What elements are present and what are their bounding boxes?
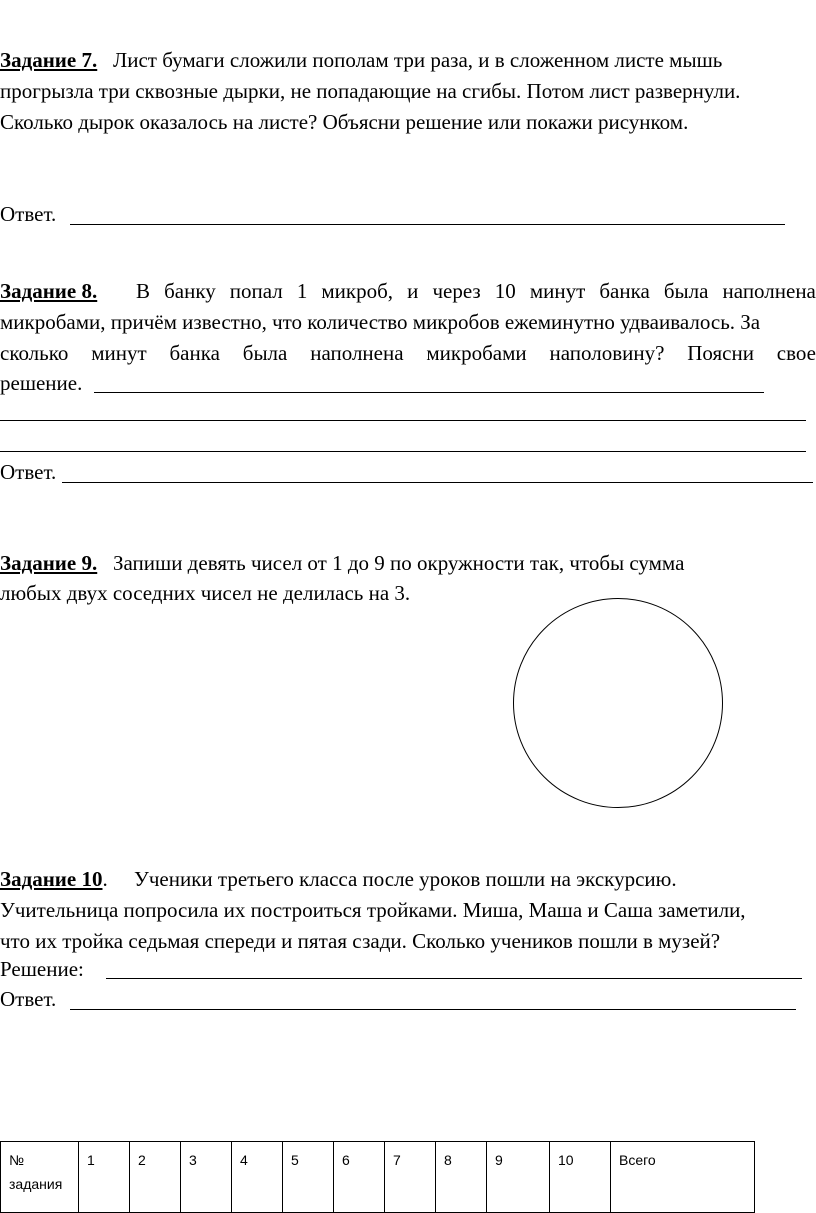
task8-line1 <box>0 278 816 304</box>
task7-label: Задание 7. <box>0 48 98 72</box>
task8-answer-label: Ответ. <box>0 460 57 484</box>
table-row <box>1 1142 755 1213</box>
task9-line1 <box>0 550 684 576</box>
task10-line3: что их тройка седьмая спереди и пятая сзади. Сколько учеников пошли в музей? <box>0 929 721 953</box>
table-cell: 5 <box>283 1142 334 1213</box>
table-cell: 1 <box>79 1142 130 1213</box>
table-cell: Всего <box>611 1142 755 1213</box>
number-circle[interactable] <box>513 598 723 808</box>
table-cell: 7 <box>385 1142 436 1213</box>
task10-line2: Учительница попросила их построиться тройками. Миша, Маша и Саша заметили, <box>0 898 746 922</box>
task10-solution-label: Решение: <box>0 957 84 981</box>
table-cell: 6 <box>334 1142 385 1213</box>
table-cell: 10 <box>550 1142 611 1213</box>
task9-label: Задание 9. <box>0 551 98 575</box>
task10-label: Задание 10 <box>0 867 103 891</box>
task10-text: Ученики третьего класса после уроков пошли на экскурсию. <box>133 867 677 891</box>
task7-line2: прогрызла три сквозные дырки, не попадающие на сгибы. Потом лист развернули. <box>0 79 741 103</box>
task8-word: 1 <box>296 279 308 303</box>
task8-word: наполовину? <box>549 341 665 365</box>
task10-solution-line[interactable] <box>106 978 802 979</box>
task7-answer-line[interactable] <box>70 224 785 225</box>
task10-answer-line[interactable] <box>70 1009 796 1010</box>
task8-word: была <box>242 341 288 365</box>
task8-solution-line-2[interactable] <box>0 420 806 421</box>
task9-line2: любых двух соседних чисел не делилась на 3. <box>0 581 411 605</box>
task8-word: сколько <box>0 341 69 365</box>
task8-word: 10 <box>494 279 516 303</box>
task8-word: и <box>407 279 419 303</box>
task8-line2: микробами, причём известно, что количество микробов ежеминутно удваивалось. За <box>0 310 761 334</box>
table-cell: 2 <box>130 1142 181 1213</box>
task8-word: Поясни <box>687 341 754 365</box>
task8-word: наполнена <box>310 341 404 365</box>
task8-label: Задание 8. <box>0 279 98 303</box>
task7-line3: Сколько дырок оказалось на листе? Объясни решение или покажи рисунком. <box>0 110 689 134</box>
task8-word: через <box>432 279 481 303</box>
task8-answer-line[interactable] <box>62 482 813 483</box>
task10-answer-label: Ответ. <box>0 987 57 1011</box>
task8-word: банку <box>164 279 216 303</box>
task7-line1 <box>0 47 722 73</box>
task8-word: банка <box>599 279 650 303</box>
task8-word: В <box>136 279 151 303</box>
table-cell: 4 <box>232 1142 283 1213</box>
task7-answer-label: Ответ. <box>0 202 57 226</box>
task8-word: была <box>663 279 709 303</box>
task8-line3 <box>0 340 816 366</box>
table-cell: 9 <box>487 1142 550 1213</box>
task8-word: наполнена <box>722 279 816 303</box>
task8-word: банка <box>169 341 220 365</box>
task9-text: Запиши девять чисел от 1 до 9 по окружности так, чтобы сумма <box>112 551 685 575</box>
task8-line4: решение. <box>0 371 83 395</box>
task8-word: микроб, <box>321 279 394 303</box>
task8-word: попал <box>229 279 283 303</box>
task8-solution-line-1[interactable] <box>94 392 764 393</box>
task8-word: микробами <box>426 341 527 365</box>
table-cell: 8 <box>436 1142 487 1213</box>
task8-word: свое <box>776 341 816 365</box>
task8-solution-line-3[interactable] <box>0 451 806 452</box>
task7-text: Лист бумаги сложили пополам три раза, и в сложенном листе мышь <box>112 48 723 72</box>
task8-word: минут <box>91 341 147 365</box>
task8-word: минут <box>529 279 586 303</box>
table-cell: 3 <box>181 1142 232 1213</box>
score-table <box>0 1141 755 1213</box>
table-header-cell: № задания <box>1 1142 79 1213</box>
task10-line1: Задание 10. Ученики третьего класса после уроков пошли на экскурсию. <box>0 867 677 891</box>
